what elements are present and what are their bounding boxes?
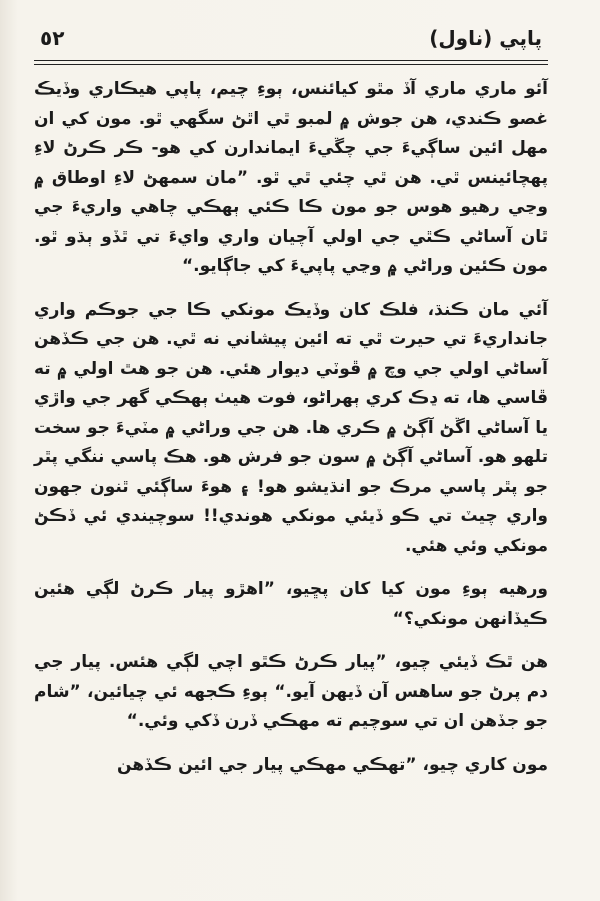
- header-rule: [34, 60, 548, 65]
- page-header: [34, 18, 548, 58]
- running-title: پاپي (ناول): [429, 26, 542, 50]
- paragraph: آئو ماري ماري آڏ مٿو کيائنس، ٻوءِ چيم، پاپي هيڪاري وڏيڪ غصو ڪندي، هن جوش ۾ لمبو ٿي اٿڻ سگهي ٿو. مون کي ان مهل ائين ساڳيءَ جي چڱيءَ ايماندارن کي هو- ڪر ڪرڻ لاءِ پهچائينس ٿي. هن ٿي چئي ٿي ٿو. ”مان سمهڻ لاءِ اوطاق ۾ وڃي رهيو هوس جو مون ڪا ڪئي ٻهڪي چاهي واريءَ جي ٿان آساڻي ڪٿي جي اولي آچيان واري وايءَ تي ٿڏو ٻڌو ٿو. مون ڪئين وراڻي ۾ وڃي پاپيءَ کي جاڳايو.“: [34, 79, 548, 276]
- page-number: ٥٢: [40, 26, 65, 50]
- paragraph: مون کاري چيو، ”تهڪي مهڪي پيار جي ائين ڪڏهن: [117, 754, 548, 775]
- paragraph: هن ٿڪ ڏيئي چيو، ”پيار ڪرڻ ڪٿو اچي لڳي هئس. پيار جي دم پرڻ جو ساهس آن ڏيهن آيو.“ ٻوءِ ڪجهه ئي چيائين، ”شام جو جڏهن ان تي سوچيم ته مهڪي ڏرن ڏکي وئي.“: [34, 652, 548, 731]
- paragraph: آئي مان ڪنڌ، فلڪ کان وڏيڪ مونکي ڪا جي جوڪم واري جانداريءَ تي حيرت ٿي ته ائين پيشاني نه ٿي. هن جي ڪڏهن آساڻي اولي جي وچ ۾ ڦوٽي ديوار هئي. هن جو هٿ اولي ۾ ته ڦاسي ها، ته ڍڪ کري ٻهراڻو، فوت هيٺ ٻهڪي گهر جي واڙي يا آساڻي اڱڻ آڳڻ ۾ ڪري ها. هن جي وراڻي ۾ مٽيءَ جو سخت تلهو هو. آساڻي آڳڻ ۾ سون جو فرش هو. هڪ پاسي ننگي پٿر جو پٿر پاسي مرڪ جو انڌيشو هو! ۽ هوءَ ساڳئي ٿنون جهون واري چيٽ تي ڪو ڏيئي مونکي هوندي!! سوچيندي ئي ڏڪڻ مونکي وئي هئي.: [34, 299, 548, 556]
- paragraph: ورهيه ٻوءِ مون کيا کان پڇيو، ”اهڙو پيار ڪرڻ لڳي هئين ڪيڏانهن مونکي؟“: [34, 579, 548, 629]
- body-text: [34, 75, 548, 780]
